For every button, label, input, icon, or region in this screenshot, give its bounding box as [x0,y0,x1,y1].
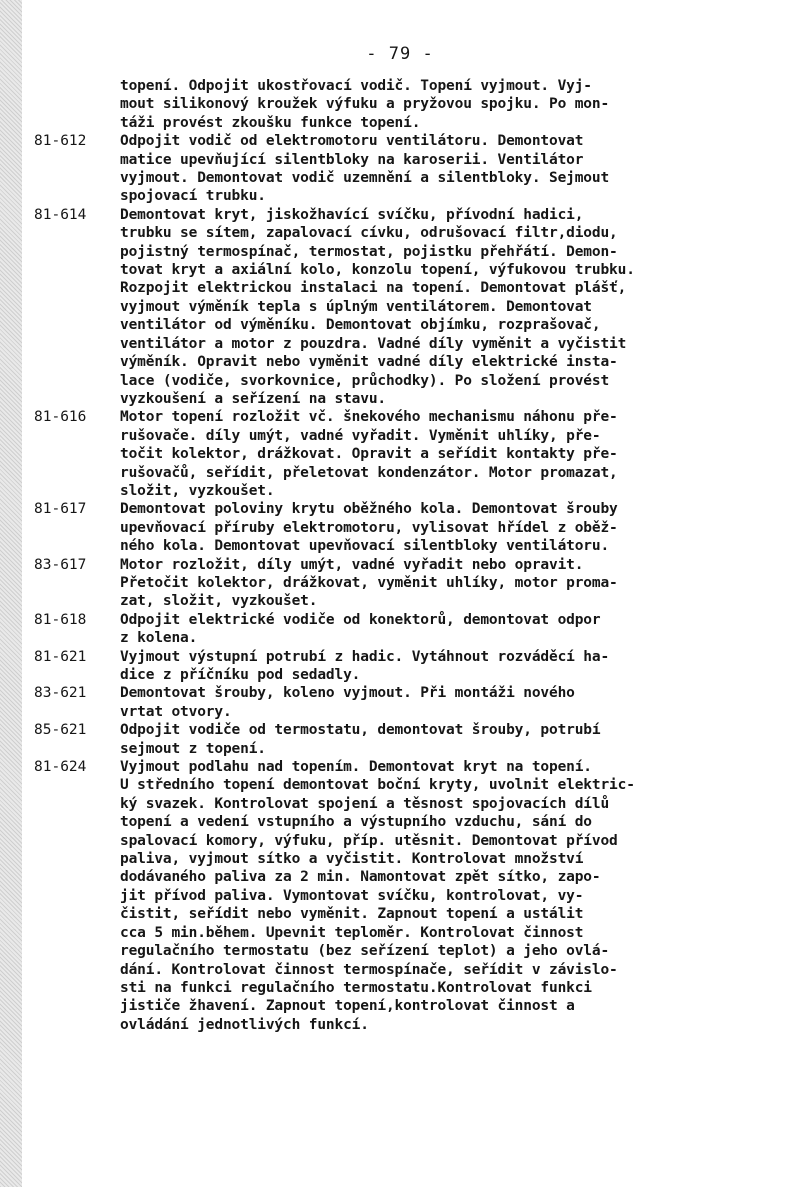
entry-text: Demontovat šrouby, koleno vyjmout. Při montáži nového vrtat otvory. [120,685,575,720]
entry-code: 81-617 [34,501,87,518]
entry-code-empty [0,77,120,132]
entry-81-621 [0,648,800,685]
entry-text: Motor topení rozložit vč. šnekového mechanismu náhonu pře- rušovače. díly umýt, vadné vyřadit. Vyměnit uhlíky, pře- točit kolektor, drážkovat. Opravit a seřídit kontakty pře- rušovačů, seřídit, přeletovat kondenzátor. Motor promazat, složit, vyzkoušet. [120,409,618,499]
entry-code: 85-621 [34,722,87,739]
entries-list [0,77,800,1034]
entry-81-612 [0,132,800,206]
entry-code: 81-612 [34,133,87,150]
entry-text: Motor rozložit, díly umýt, vadné vyřadit nebo opravit. Přetočit kolektor, drážkovat, vyměnit uhlíky, motor proma- zat, složit, vyzkoušet. [120,556,618,610]
entry-code: 81-621 [34,648,87,665]
entry-81-617 [0,500,800,555]
entry-81-616 [0,408,800,500]
intro-paragraph [0,77,800,132]
entry-85-621 [0,721,800,758]
intro-text: topení. Odpojit ukostřovací vodič. Topení vyjmout. Vyj- mout silikonový kroužek výfuku a pryžovou spojku. Po mon- táži provést zkoušku funkce topení. [120,78,610,131]
entry-83-621 [0,684,800,721]
entry-text: Demontovat poloviny krytu oběžného kola. Demontovat šrouby upevňovací příruby elektromotoru, vylisovat hřídel z oběž- ného kola. Demontovat upevňovací silentbloky ventilátoru. [120,501,618,555]
entry-text: Demontovat kryt, jiskožhavící svíčku, přívodní hadici, trubku se sítem, zapalovací cívku, odrušovací filtr,diodu, pojistný termospínač, termostat, pojistku přehřátí. Demon- tovat kryt a axiální kolo, konzolu topení, výfukovou trubku. Rozpojit elektrickou instalaci na topení. Demontovat plášť, vyjmout výměník tepla s úplným ventilátorem. Demontovat ventilátor od výměníku. Demontovat objímku, rozprašovač, ventilátor a motor z pouzdra. Vadné díly vyměnit a vyčistit výměník. Opravit nebo vyměnit vadné díly elektrické insta- lace (vodiče, svorkovnice, průchodky). Po složení provést vyzkoušení a seřízení na stavu. [120,206,635,407]
entry-text: Odpojit elektrické vodiče od konektorů, demontovat odpor z kolena. [120,611,601,647]
entry-83-617 [0,556,800,611]
entry-code: 81-618 [34,611,87,628]
entry-81-614 [0,206,800,408]
entry-text: Vyjmout výstupní potrubí z hadic. Vytáhnout rozváděcí ha- dice z příčníku pod sedadly. [120,648,610,683]
page-number: - 79 - [366,44,434,64]
entry-81-618 [0,611,800,648]
entry-code: 81-624 [34,759,87,776]
entry-text: Vyjmout podlahu nad topením. Demontovat kryt na topení. U středního topení demontovat boční kryty, uvolnit elektric- ký svazek. Kontrolovat spojení a těsnost spojovacích dílů topení a vedení vstupního a výstupního vzduchu, sání do spalovací komory, výfuku, příp. utěsnit. Demontovat přívod paliva, vyjmout sítko a vyčistit. Kontrolovat množství dodávaného paliva za 2 min. Namontovat zpět sítko, zapo- jit přívod paliva. Vymontovat svíčku, kontrolovat, vy- čistit, seřídit nebo vyměnit. Zapnout topení a ustálit cca 5 min.během. Upevnit teploměr. Kontrolovat činnost regulačního termostatu (bez seřízení teplot) a jeho ovlá- dání. Kontrolovat činnost termospínače, seřídit v závislo- sti na funkci regulačního termostatu.Kontrolovat funkci jističe žhavení. Zapnout topení,kontrolovat činnost a ovládání jednotlivých funkcí. [120,759,635,1033]
entry-code: 81-614 [34,206,87,223]
entry-code: 83-617 [34,556,87,573]
entry-text: Odpojit vodiče od termostatu, demontovat šrouby, potrubí sejmout z topení. [120,722,601,757]
entry-code: 83-621 [34,685,87,702]
entry-text: Odpojit vodič od elektromotoru ventilátoru. Demontovat matice upevňující silentbloky na karoserii. Ventilátor vyjmout. Demontovat vodič uzemnění a silentbloky. Sejmout spojovací trubku. [120,133,610,205]
entry-81-624 [0,758,800,1034]
entry-code: 81-616 [34,409,87,426]
